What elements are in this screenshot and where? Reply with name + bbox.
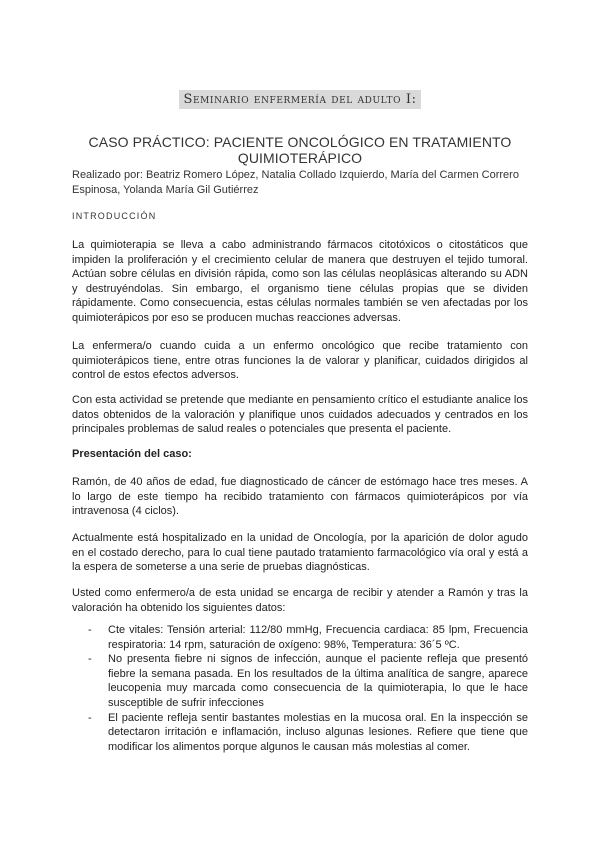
list-item-text: Cte vitales: Tensión arterial: 112/80 mmHg, Frecuencia cardiaca: 85 lpm, Frecuencia respiratoria: 14 rpm, saturación de oxígeno: 98%, Temperatura: 36´5 ºC.: [108, 624, 528, 651]
list-item: [88, 652, 528, 710]
case-paragraph-1: Ramón, de 40 años de edad, fue diagnosticado de cáncer de estómago hace tres meses. A lo largo de este tiempo ha recibido tratamiento con fármacos quimioterápicos por vía intravenosa (4 ciclos).: [72, 476, 528, 518]
intro-paragraph-3: Con esta actividad se pretende que mediante en pensamiento crítico el estudiante analice los datos obtenidos de la valoración y planifique unos cuidados adecuados y centrados en los principales problemas de salud reales o potenciales que presenta el paciente.: [72, 394, 528, 436]
case-heading: Presentación del caso:: [72, 448, 192, 460]
list-item-text: El paciente refleja sentir bastantes molestias en la mucosa oral. En la inspección se detectaron irritación e inflamación, incluso algunas lesiones. Refiere que tiene que modificar los alimentos porque algunos le causan más molestias al comer.: [108, 711, 528, 753]
intro-paragraph-1: La quimioterapia se lleva a cabo administrando fármacos citotóxicos o citostáticos que impiden la proliferación y el crecimiento celular de manera que destruyen el tejido tumoral. Actúan sobre células en división rápida, como son las células neoplásicas alterando su ADN y destruyéndolas. Sin embargo, el organismo tiene células propias que se dividen rápidamente. Como consecuencia, estas células normales también se ven afectadas por los quimioterápicos por eso se producen muchas reacciones adversas.: [72, 239, 528, 324]
case-paragraph-2: Actualmente está hospitalizado en la unidad de Oncología, por la aparición de dolor agudo en el costado derecho, para lo cual tiene pautado tratamiento farmacológico vía oral y está a la espera de someterse a una serie de pruebas diagnósticas.: [72, 532, 528, 574]
list-item: [88, 711, 528, 755]
seminar-header: Seminario enfermería del adulto I:: [179, 90, 420, 109]
bullet-dash: -: [88, 653, 92, 666]
bullet-dash: -: [88, 711, 92, 724]
authors-line: Realizado por: Beatriz Romero López, Natalia Collado Izquierdo, María del Carmen Correro Espinosa, Yolanda María Gil Gutiérrez: [72, 169, 519, 196]
bullet-dash: -: [88, 624, 92, 636]
assessment-data-list: [88, 623, 528, 754]
list-item-text: No presenta fiebre ni signos de infección, aunque el paciente refleja que presentó fiebre la semana pasada. En los resultados de la última analítica de sangre, aparece leucopenia muy marcada como consecuencia de la quimioterapia, lo que le hace susceptible de sufrir infecciones: [108, 653, 528, 709]
case-paragraph-3: Usted como enfermero/a de esta unidad se encarga de recibir y atender a Ramón y tras la valoración ha obtenido los siguientes datos:: [72, 587, 528, 614]
intro-heading: INTRODUCCIÓN: [72, 211, 157, 221]
header-wrap: [0, 90, 600, 109]
document-title: CASO PRÁCTICO: PACIENTE ONCOLÓGICO EN TRATAMIENTO QUIMIOTERÁPICO: [88, 134, 512, 166]
list-item: [88, 623, 528, 652]
intro-paragraph-2: La enfermera/o cuando cuida a un enfermo oncológico que recibe tratamiento con quimioterápicos tiene, entre otras funciones la de valorar y planificar, cuidados dirigidos al control de estos efectos adversos.: [72, 340, 528, 382]
